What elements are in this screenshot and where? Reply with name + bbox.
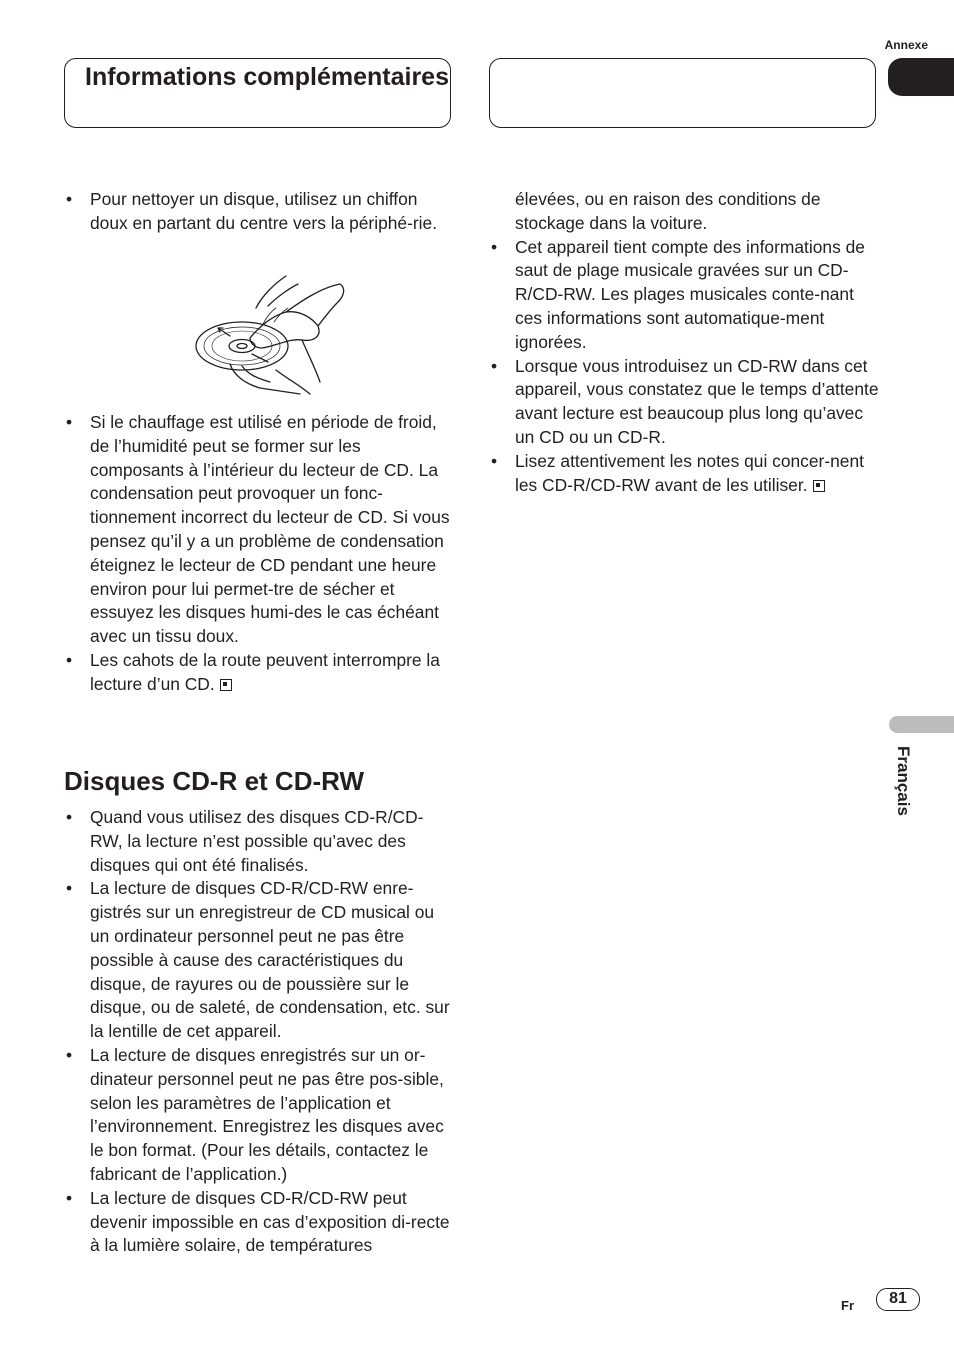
list-item-text: Lisez attentivement les notes qui concer-nent les CD-R/CD-RW avant de les utiliser.	[515, 450, 864, 495]
disc-cleaning-illustration	[190, 266, 350, 398]
section-title-cdr-cdrw: Disques CD-R et CD-RW	[64, 766, 364, 796]
language-label: Français	[894, 746, 913, 816]
left-column-middle	[64, 411, 454, 697]
list-item: • Si le chauffage est utilisé en période de froid, de l’humidité peut se former sur les composants à l’intérieur du lecteur de CD. La condensation peut provoquer un fonc-tionnement incorrect du lecteur de CD. Si vous pensez qu’il y a un problème de condensation éteignez le lecteur de CD pendant une heure environ pour lui permet-tre de sécher et essuyez les disques humi-des le cas échéant avec un tissu doux.	[64, 411, 454, 649]
header-title-box	[64, 58, 451, 128]
list-item: • La lecture de disques CD-R/CD-RW peut devenir impossible en cas d’exposition di-recte à la lumière solaire, de températures	[64, 1187, 454, 1258]
list-item: • Pour nettoyer un disque, utilisez un chiffon doux en partant du centre vers la périphé-rie.	[64, 188, 454, 236]
cdr-list	[64, 806, 454, 1258]
list-item-text: Les cahots de la route peuvent interrompre la lecture d’un CD.	[90, 649, 440, 694]
cdr-list-continued	[489, 236, 879, 498]
holding-hand	[230, 364, 310, 394]
disc-outer	[196, 322, 288, 370]
end-mark-icon	[220, 679, 232, 691]
list-item: • Lorsque vous introduisez un CD-RW dans cet appareil, vous constatez que le temps d’attente avant lecture est beaucoup plus long qu’avec un CD ou un CD-R.	[489, 355, 879, 450]
header-title: Informations complémentaires	[85, 63, 449, 91]
list-item: • La lecture de disques enregistrés sur un or-dinateur personnel peut ne pas être pos-sible, selon les paramètres de l’application et l’environnement. Enregistrez les disques avec le bon format. (Pour les détails, contactez le fabricant de l’application.)	[64, 1044, 454, 1187]
list-item	[489, 450, 879, 498]
condensation-list	[64, 411, 454, 697]
list-item	[64, 649, 454, 697]
right-column	[489, 188, 879, 497]
left-column-top	[64, 188, 454, 236]
annexe-label: Annexe	[884, 38, 928, 52]
annexe-tab	[888, 58, 954, 96]
left-column-bottom	[64, 806, 454, 1258]
disc-ring-2	[212, 331, 272, 361]
header-empty-box	[489, 58, 876, 128]
cloth	[250, 312, 319, 348]
cleaning-list	[64, 188, 454, 236]
end-mark-icon	[813, 480, 825, 492]
list-item: • La lecture de disques CD-R/CD-RW enre-gistrés sur un enregistreur de CD musical ou un ordinateur personnel peut ne pas être possible à cause des caractéristiques du disque, de rayures ou de poussière sur le disque, ou de saleté, de condensation, etc. sur la lentille de cet appareil.	[64, 877, 454, 1044]
language-tab	[889, 716, 954, 733]
continued-text: élevées, ou en raison des conditions de stockage dans la voiture.	[515, 189, 821, 233]
disc-hole	[237, 344, 247, 349]
list-item: • Cet appareil tient compte des informations de saut de plage musicale gravées sur un CD-R/CD-RW. Les plages musicales conte-nant ces informations sont automatique-ment ignorées.	[489, 236, 879, 355]
page-number: 81	[876, 1288, 920, 1311]
language-code: Fr	[841, 1298, 854, 1313]
list-item: • Quand vous utilisez des disques CD-R/CD-RW, la lecture n’est possible qu’avec des disques qui ont été finalisés.	[64, 806, 454, 877]
